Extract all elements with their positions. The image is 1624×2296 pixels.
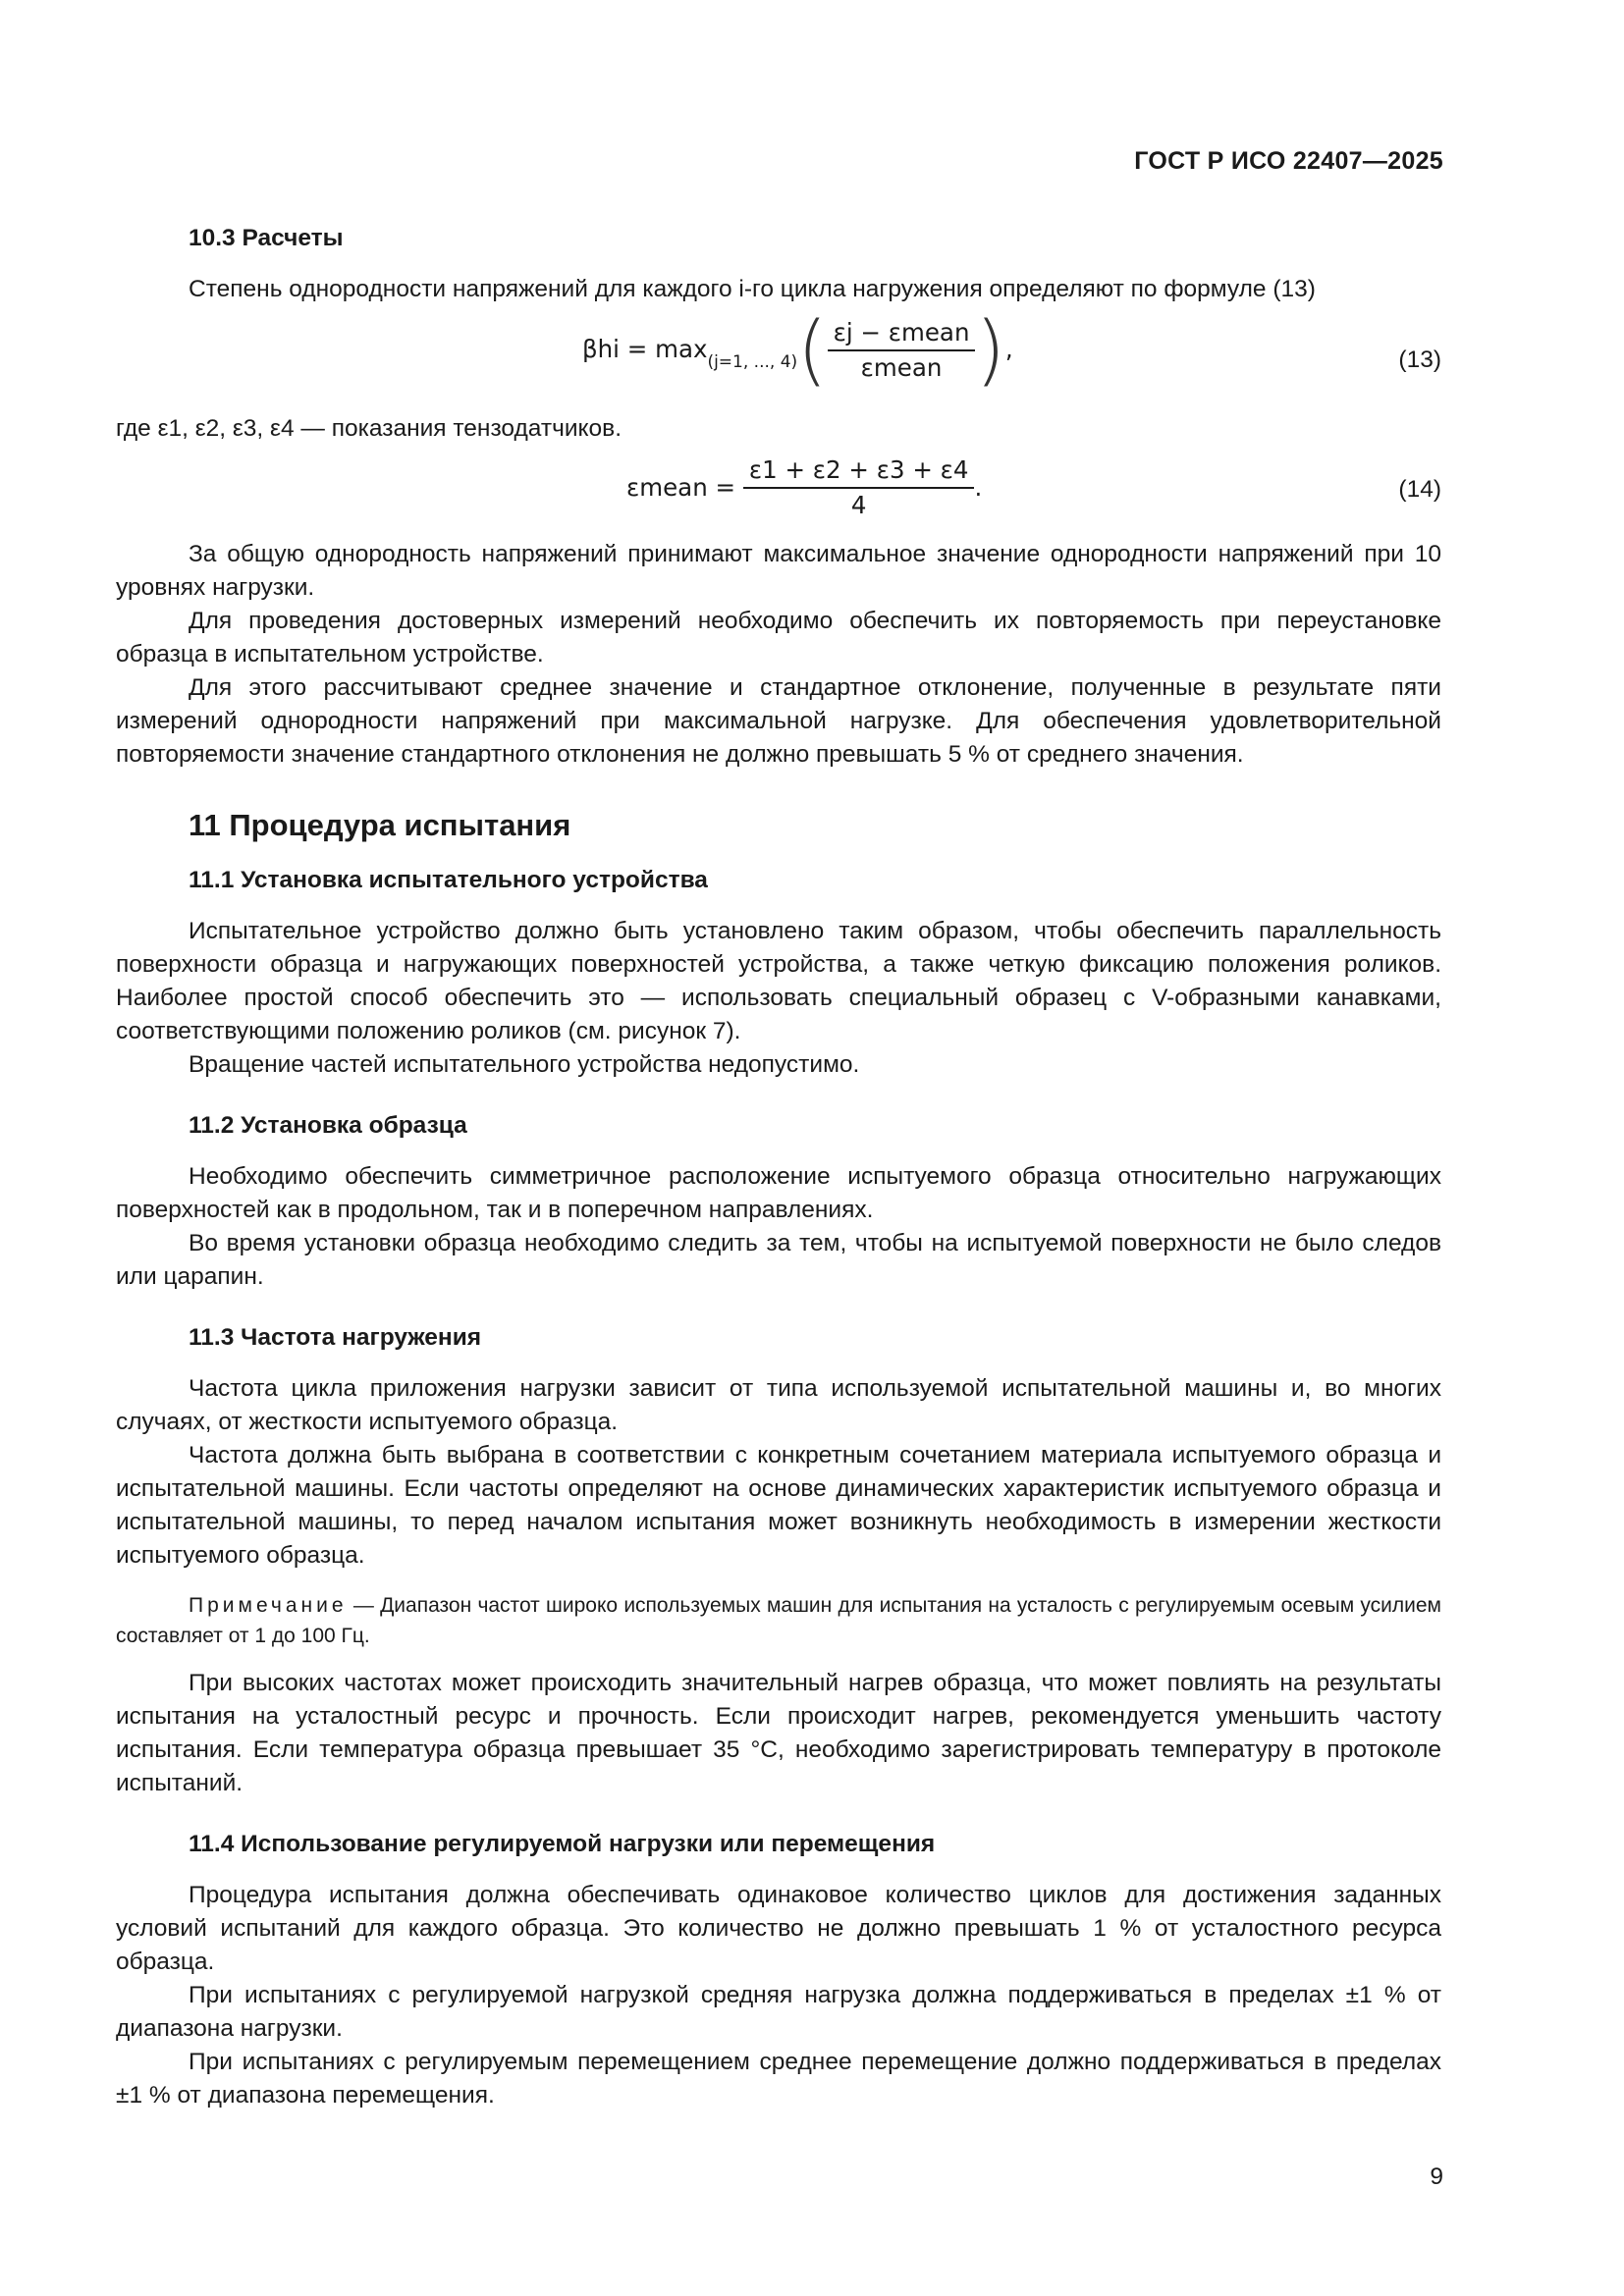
section-10-3-paragraph-3: Для этого рассчитывают среднее значение и стандартное отклонение, полученные в результате пяти измерений однородности напряжений при максимальной нагрузке. Для обеспечения удовлетворительной повторяемости значение стандартного отклонения не должно превышать 5 % от среднего значения. [116,674,1441,768]
formula-13 [116,306,1441,406]
section-11-4-heading: 11.4 Использование регулируемой нагрузки или перемещения [189,1831,936,1857]
formula-13-where: где ε1, ε2, ε3, ε4 — показания тензодатчиков. [116,415,623,442]
formula-13-close-paren: ) [975,306,1005,395]
section-11-3-paragraph-2: Частота должна быть выбрана в соответствии с конкретным сочетанием материала испытуемого образца и испытательной машины. Если частоты определяют на основе динамических характеристик испытуемого образца и испытательной машины, то перед началом испытания может возникнуть необходимость в измерении жесткости испытуемого образца. [116,1442,1441,1569]
section-11-1-paragraph-1: Испытательное устройство должно быть установлено таким образом, чтобы обеспечить параллельность поверхности образца и нагружающих поверхностей устройства, а также четкую фиксацию положения роликов. Наиболее простой способ обеспечить это — использовать специальный образец с V-образными канавками, соответствующими положению роликов (см. рисунок 7). [116,918,1441,1044]
section-11-3-paragraph-1: Частота цикла приложения нагрузки зависит от типа используемой испытательной машины и, во многих случаях, от жесткости испытуемого образца. [116,1375,1441,1435]
formula-13-range: (j=1, ..., 4) [707,352,798,372]
formula-13-number: (13) [1398,347,1441,373]
section-11-2-heading: 11.2 Установка образца [189,1112,467,1139]
section-11-4-paragraph-2: При испытаниях с регулируемой нагрузкой средняя нагрузка должна поддерживаться в пределах ±1 % от диапазона нагрузки. [116,1982,1441,2042]
formula-13-fraction [828,316,976,385]
section-11-3-heading: 11.3 Частота нагружения [189,1324,482,1351]
formula-13-denominator: εmean [860,353,943,382]
section-11-4-paragraph-1: Процедура испытания должна обеспечивать одинаковое количество циклов для достижения заданных условий испытаний для каждого образца. Это количество не должно превышать 1 % от усталостного ресурса образца. [116,1882,1441,1975]
formula-14-number: (14) [1398,476,1441,503]
section-11-2-paragraph-2: Во время установки образца необходимо следить за тем, чтобы на испытуемой поверхности не было следов или царапин. [116,1230,1441,1290]
section-11-4-paragraph-3: При испытаниях с регулируемым перемещением среднее перемещение должно поддерживаться в пределах ±1 % от диапазона перемещения. [116,2049,1441,2109]
document-code: ГОСТ Р ИСО 22407—2025 [1134,147,1443,175]
section-11-1-paragraph-2: Вращение частей испытательного устройства недопустимо. [189,1051,860,1078]
formula-14-lhs: εmean = [626,473,736,502]
section-11-2-paragraph-1: Необходимо обеспечить симметричное расположение испытуемого образца относительно нагружающих поверхностей как в продольном, так и в поперечном направлениях. [116,1163,1441,1223]
note-label: Примечание [189,1594,348,1617]
formula-14 [116,452,1441,532]
section-10-3-intro: Степень однородности напряжений для каждого i-го цикла нагружения определяют по формуле (13) [189,276,1316,302]
page-content [116,222,1441,2112]
formula-13-lhs: βhi = max [582,335,708,363]
formula-13-expression [582,306,1013,395]
formula-13-open-paren: ( [797,306,828,395]
note-text: — Диапазон частот широко используемых машин для испытания на усталость с регулируемым осевым усилием составляет от 1 до 100 Гц. [116,1594,1441,1647]
formula-14-numerator: ε1 + ε2 + ε3 + ε4 [743,454,975,489]
formula-13-tail: , [1004,335,1013,363]
section-11-3-paragraph-3: При высоких частотах может происходить значительный нагрев образца, что может повлиять на результаты испытания на усталостный ресурс и прочность. Если происходит нагрев, рекомендуется уменьшить частоту испытания. Если температура образца превышает 35 °С, необходимо зарегистрировать температуру в протоколе испытаний. [116,1670,1441,1796]
section-10-3-paragraph-1: За общую однородность напряжений принимают максимальное значение однородности напряжений при 10 уровнях нагрузки. [116,541,1441,601]
section-10-3-heading: 10.3 Расчеты [189,225,344,251]
section-11-1-heading: 11.1 Установка испытательного устройства [189,867,708,893]
section-11-3-note [116,1590,1441,1651]
section-10-3-paragraph-2: Для проведения достоверных измерений необходимо обеспечить их повторяемость при переустановке образца в испытательном устройстве. [116,608,1441,667]
formula-14-expression [626,454,982,522]
formula-13-numerator: εj − εmean [828,316,976,351]
formula-14-denominator: 4 [850,491,867,519]
formula-14-tail: . [974,473,983,502]
page-number: 9 [1430,2163,1443,2190]
section-11-heading: 11 Процедура испытания [189,808,571,842]
formula-14-fraction [743,454,975,522]
